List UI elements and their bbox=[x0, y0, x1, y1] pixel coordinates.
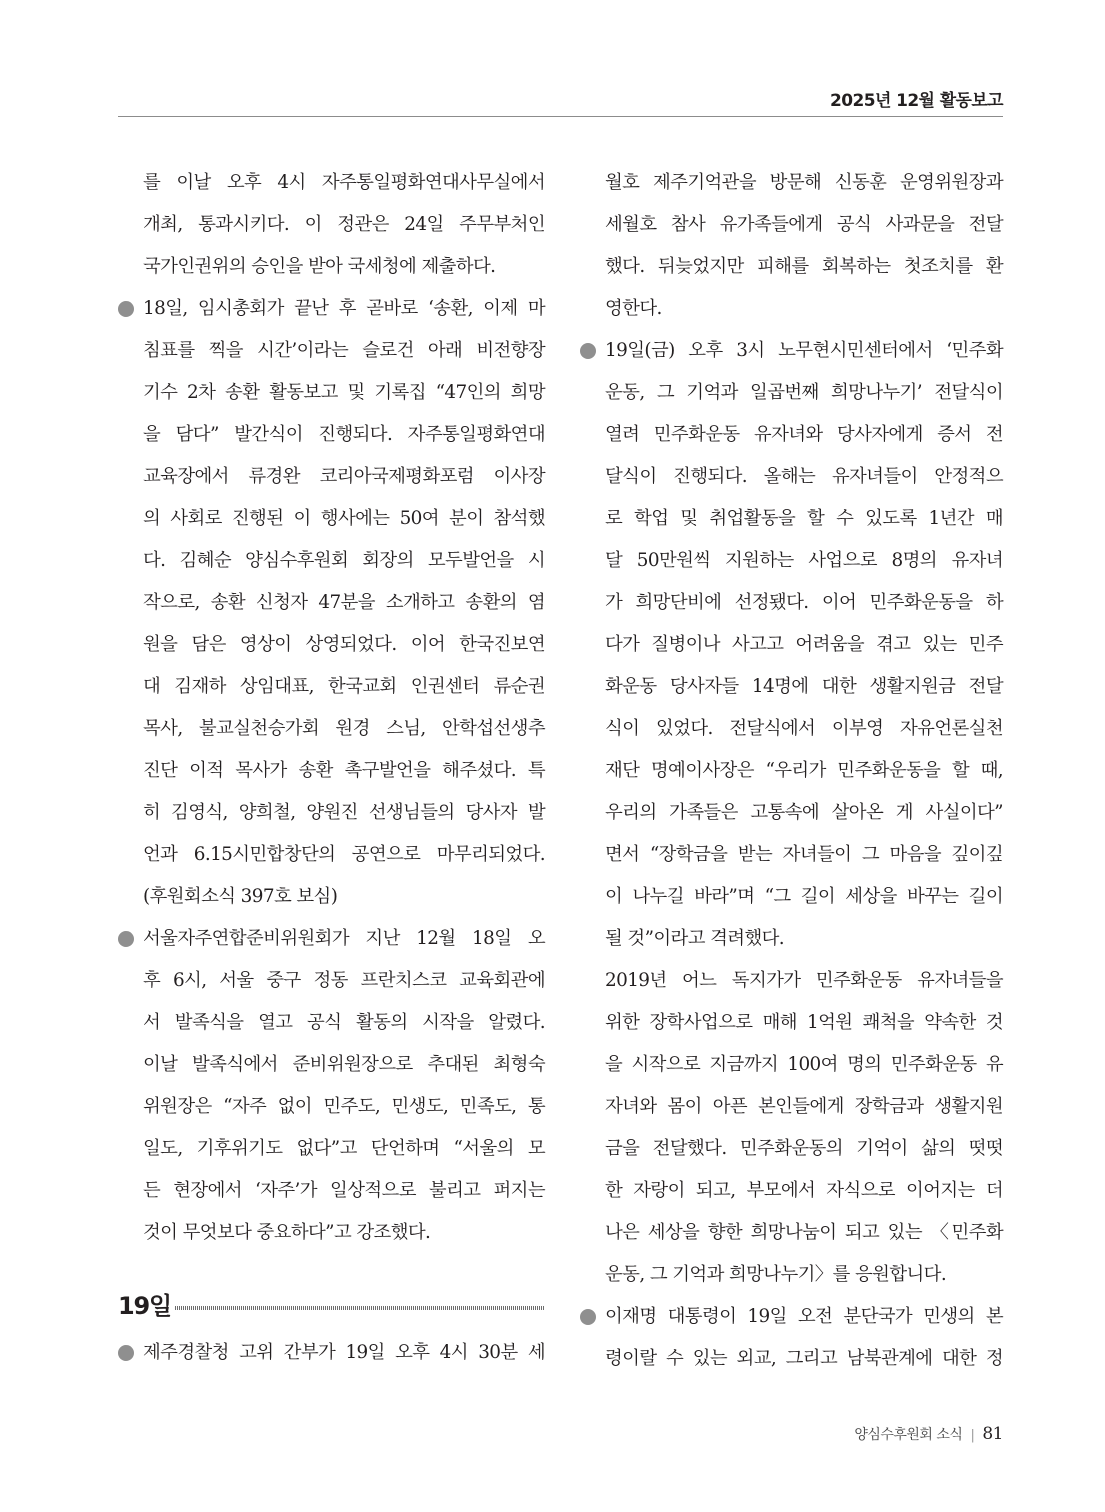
text-line: 재단 명예이사장은 “우리가 민주화운동을 할 때, bbox=[605, 760, 1003, 781]
dotted-divider bbox=[175, 1306, 545, 1310]
text-line: 달 50만원씩 지원하는 사업으로 8명의 유자녀 bbox=[605, 550, 1003, 571]
text-line: 했다. 뒤늦었지만 피해를 회복하는 첫조치를 환 bbox=[605, 256, 1003, 277]
text-line: 의 사회로 진행된 이 행사에는 50여 분이 참석했 bbox=[143, 508, 545, 529]
text-line: 것이 무엇보다 중요하다”고 강조했다. bbox=[143, 1222, 431, 1243]
text-line: 이날 발족식에서 준비위원장으로 추대된 최형숙 bbox=[143, 1054, 545, 1075]
text-line: 화운동 당사자들 14명에 대한 생활지원금 전달 bbox=[605, 676, 1003, 697]
page-number: 81 bbox=[982, 1424, 1003, 1444]
text-line: 면서 “장학금을 받는 자녀들이 그 마음을 깊이깊 bbox=[605, 844, 1003, 865]
text-line: 세월호 참사 유가족들에게 공식 사과문을 전달 bbox=[605, 214, 1003, 235]
text-line: 침표를 찍을 시간’이라는 슬로건 아래 비전향장 bbox=[143, 340, 545, 361]
text-line: 령이랄 수 있는 외교, 그리고 남북관계에 대한 정 bbox=[605, 1348, 1003, 1369]
text-line: 을 담다” 발간식이 진행되다. 자주통일평화연대 bbox=[143, 424, 545, 445]
text-line: (후원회소식 397호 보심) bbox=[143, 886, 338, 907]
continuation-paragraph bbox=[580, 162, 1003, 330]
text-line: 18일, 임시총회가 끝난 후 곧바로 ‘송환, 이제 마 bbox=[143, 298, 545, 319]
bullet-item-hope-sharing bbox=[580, 330, 1003, 1296]
bullet-item-jeju-police bbox=[118, 1332, 545, 1374]
text-line: 든 현장에서 ‘자주’가 일상적으로 불리고 퍼지는 bbox=[143, 1180, 545, 1201]
text-line: 자녀와 몸이 아픈 본인들에게 장학금과 생활지원 bbox=[605, 1096, 1003, 1117]
text-line: 원을 담은 영상이 상영되었다. 이어 한국진보연 bbox=[143, 634, 545, 655]
text-line: 를 이날 오후 4시 자주통일평화연대사무실에서 bbox=[143, 172, 545, 193]
text-line: 금을 전달했다. 민주화운동의 기억이 삶의 떳떳 bbox=[605, 1138, 1003, 1159]
text-line: 나은 세상을 향한 희망나눔이 되고 있는 〈민주화 bbox=[605, 1222, 1003, 1243]
publication-name: 양심수후원회 소식 bbox=[854, 1427, 963, 1443]
text-line: 다가 질병이나 사고고 어려움을 겪고 있는 민주 bbox=[605, 634, 1003, 655]
text-line: 이재명 대통령이 19일 오전 분단국가 민생의 본 bbox=[605, 1306, 1003, 1327]
continuation-paragraph bbox=[118, 162, 545, 288]
text-line: 우리의 가족들은 고통속에 살아온 게 사실이다” bbox=[605, 802, 1003, 823]
bullet-dot-icon bbox=[580, 1309, 596, 1325]
text-line: 을 시작으로 지금까지 100여 명의 민주화운동 유 bbox=[605, 1054, 1003, 1075]
right-column bbox=[580, 162, 1003, 1380]
text-line: 달식이 진행되다. 올해는 유자녀들이 안정적으 bbox=[605, 466, 1003, 487]
text-line: 19일(금) 오후 3시 노무현시민센터에서 ‘민주화 bbox=[605, 340, 1003, 361]
bullet-item-seoul-launch bbox=[118, 918, 545, 1254]
text-line: 식이 있었다. 전달식에서 이부영 자유언론실천 bbox=[605, 718, 1003, 739]
text-line: 개최, 통과시키다. 이 정관은 24일 주무부처인 bbox=[143, 214, 545, 235]
bullet-dot-icon bbox=[118, 1345, 134, 1361]
bullet-dot-icon bbox=[580, 343, 596, 359]
section-date-title: 19일 bbox=[118, 1292, 171, 1320]
bullet-dot-icon bbox=[118, 301, 134, 317]
text-line: 이 나누길 바라”며 “그 길이 세상을 바꾸는 길이 bbox=[605, 886, 1003, 907]
section-heading-19 bbox=[118, 1288, 545, 1332]
bullet-dot-icon bbox=[118, 931, 134, 947]
text-line: 진단 이적 목사가 송환 촉구발언을 해주셨다. 특 bbox=[143, 760, 545, 781]
footer-separator: | bbox=[970, 1428, 975, 1443]
text-line: 될 것”이라고 격려했다. bbox=[605, 928, 785, 949]
bullet-item-president bbox=[580, 1296, 1003, 1380]
page-header bbox=[118, 84, 1003, 117]
running-header-title: 2025년 12월 활동보고 bbox=[830, 91, 1003, 111]
text-line: 다. 김혜순 양심수후원회 회장의 모두발언을 시 bbox=[143, 550, 545, 571]
text-line: 2019년 어느 독지가가 민주화운동 유자녀들을 bbox=[605, 970, 1003, 991]
page-footer bbox=[854, 1424, 1003, 1444]
left-column bbox=[118, 162, 545, 1374]
text-line: 제주경찰청 고위 간부가 19일 오후 4시 30분 세 bbox=[143, 1342, 545, 1363]
text-line: 위한 장학사업으로 매해 1억원 쾌척을 약속한 것 bbox=[605, 1012, 1003, 1033]
text-line: 대 김재하 상임대표, 한국교회 인권센터 류순권 bbox=[143, 676, 545, 697]
text-line: 언과 6.15시민합창단의 공연으로 마무리되었다. bbox=[143, 844, 545, 865]
bullet-item-18-release bbox=[118, 288, 545, 918]
text-line: 일도, 기후위기도 없다”고 단언하며 “서울의 모 bbox=[143, 1138, 545, 1159]
text-line: 국가인권위의 승인을 받아 국세청에 제출하다. bbox=[143, 256, 496, 277]
text-line: 운동, 그 기억과 희망나누기〉를 응원합니다. bbox=[605, 1264, 947, 1285]
text-line: 히 김영식, 양희철, 양원진 선생님들의 당사자 발 bbox=[143, 802, 545, 823]
text-line: 운동, 그 기억과 일곱번째 희망나누기’ 전달식이 bbox=[605, 382, 1003, 403]
text-line: 작으로, 송환 신청자 47분을 소개하고 송환의 염 bbox=[143, 592, 545, 613]
text-line: 영한다. bbox=[605, 298, 662, 319]
text-line: 위원장은 “자주 없이 민주도, 민생도, 민족도, 통 bbox=[143, 1096, 545, 1117]
text-line: 목사, 불교실천승가회 원경 스님, 안학섭선생추 bbox=[143, 718, 545, 739]
text-line: 로 학업 및 취업활동을 할 수 있도록 1년간 매 bbox=[605, 508, 1003, 529]
text-line: 한 자랑이 되고, 부모에서 자식으로 이어지는 더 bbox=[605, 1180, 1003, 1201]
text-line: 월호 제주기억관을 방문해 신동훈 운영위원장과 bbox=[605, 172, 1003, 193]
text-line: 가 희망단비에 선정됐다. 이어 민주화운동을 하 bbox=[605, 592, 1003, 613]
text-line: 후 6시, 서울 중구 정동 프란치스코 교육회관에 bbox=[143, 970, 545, 991]
text-line: 서울자주연합준비위원회가 지난 12월 18일 오 bbox=[143, 928, 545, 949]
text-line: 기수 2차 송환 활동보고 및 기록집 “47인의 희망 bbox=[143, 382, 545, 403]
text-line: 서 발족식을 열고 공식 활동의 시작을 알렸다. bbox=[143, 1012, 545, 1033]
text-line: 교육장에서 류경완 코리아국제평화포럼 이사장 bbox=[143, 466, 545, 487]
text-line: 열려 민주화운동 유자녀와 당사자에게 증서 전 bbox=[605, 424, 1003, 445]
